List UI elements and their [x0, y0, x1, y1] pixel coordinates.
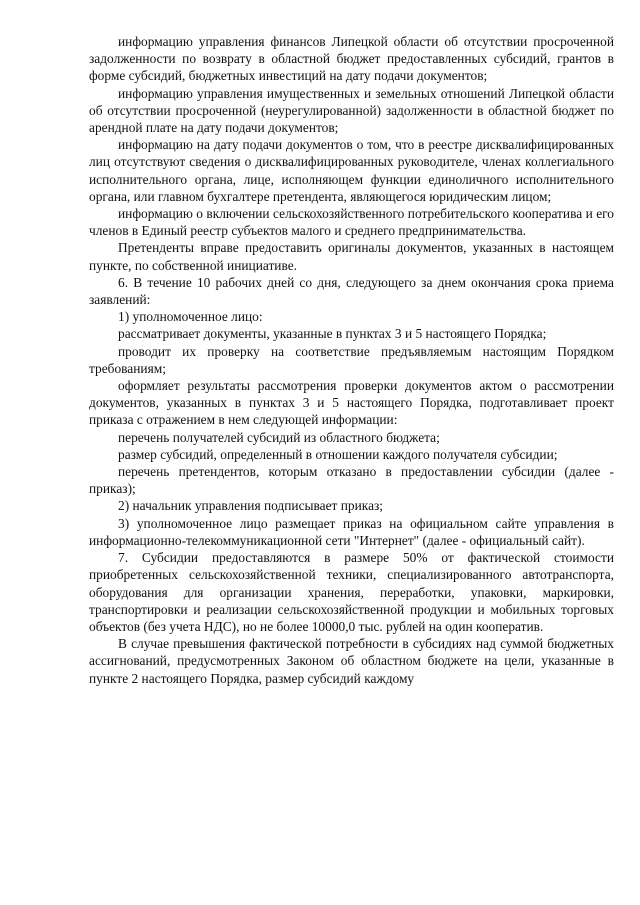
paragraph: 6. В течение 10 рабочих дней со дня, следующего за днем окончания срока приема заявлений:	[89, 274, 614, 308]
paragraph: информацию управления имущественных и земельных отношений Липецкой области об отсутствии просроченной (неурегулированной) задолженности в областной бюджет по арендной плате на дату подачи документов;	[89, 85, 614, 136]
paragraph: 3) уполномоченное лицо размещает приказ на официальном сайте управления в информационно-телекоммуникационной сети "Интернет" (далее - официальный сайт).	[89, 515, 614, 548]
paragraph: перечень получателей субсидий из областного бюджета;	[118, 429, 440, 445]
paragraph: 1) уполномоченное лицо:	[118, 309, 263, 325]
paragraph: информацию на дату подачи документов о том, что в реестре дисквалифицированных лиц отсутствуют сведения о дисквалифицированных руководителе, членах коллегиального исполнительного органа, лице, исполняющем функции единоличного исполнительного органа, или главном бухгалтере претендента, являющегося юридическим лицом;	[89, 137, 614, 204]
paragraph: 2) начальник управления подписывает приказ;	[118, 498, 384, 514]
paragraph: 7. Субсидии предоставляются в размере 50% от фактической стоимости приобретенных сельскохозяйственной техники, специализированного автотранспорта, оборудования для организации хранения, переработки, упаковки, маркировки, транспортировки и реализации сельскохозяйственной продукции и мобильных торговых объектов (без учета НДС), но не более 10000,0 тыс. рублей на один кооператив.	[89, 550, 614, 634]
paragraph: оформляет результаты рассмотрения проверки документов актом о рассмотрении документов, указанных в пунктах 3 и 5 настоящего Порядка, подготавливает проект приказа с отражением в нем следующей информации:	[89, 378, 614, 428]
paragraph: информацию о включении сельскохозяйственного потребительского кооператива и его членов в Единый реестр субъектов малого и среднего предпринимательства.	[89, 206, 614, 239]
paragraph: информацию управления финансов Липецкой области об отсутствии просроченной задолженности по возврату в областной бюджет предоставленных субсидий, грантов в форме субсидий, бюджетных инвестиций на дату подачи документов;	[89, 34, 614, 84]
paragraph: размер субсидий, определенный в отношении каждого получателя субсидии;	[118, 446, 558, 462]
paragraph: рассматривает документы, указанные в пунктах 3 и 5 настоящего Порядка;	[118, 326, 547, 342]
paragraph: Претенденты вправе предоставить оригиналы документов, указанных в настоящем пункте, по собственной инициативе.	[89, 240, 614, 273]
paragraph: перечень претендентов, которым отказано в предоставлении субсидии (далее - приказ);	[89, 464, 614, 497]
paragraph: В случае превышения фактической потребности в субсидиях над суммой бюджетных ассигнований, предусмотренных Законом об областном бюджете на цели, указанные в пункте 2 настоящего Порядка, размер субсидий каждому	[89, 636, 614, 686]
paragraph: проводит их проверку на соответствие предъявляемым настоящим Порядком требованиям;	[89, 343, 614, 376]
